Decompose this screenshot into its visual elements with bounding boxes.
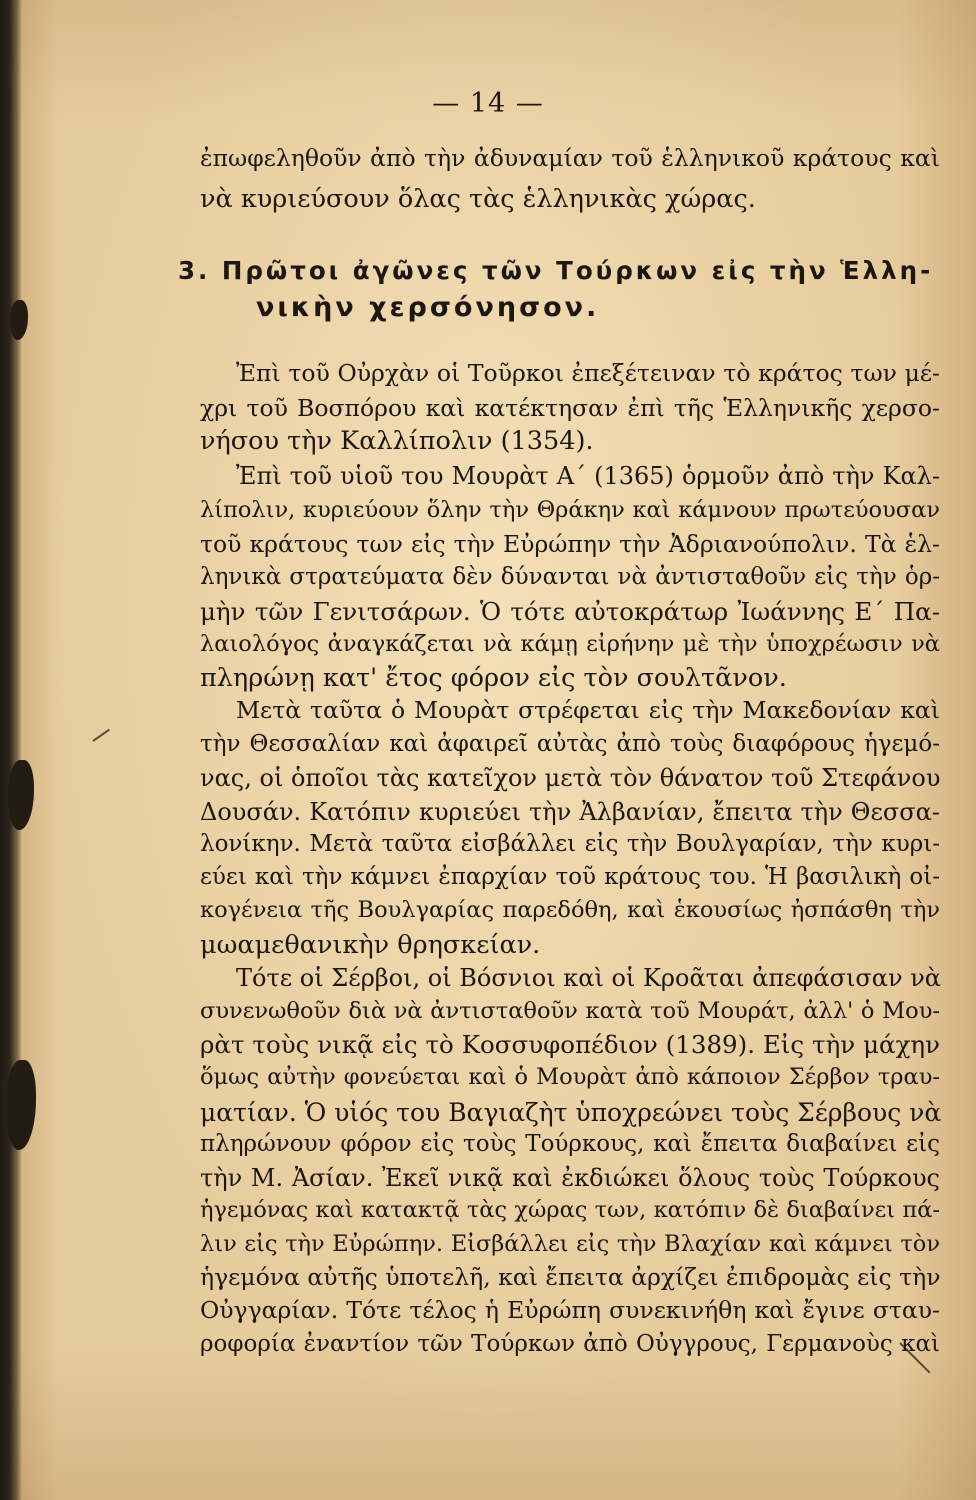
torn-edge-notch [6,1060,36,1150]
text-line: ὅμως αὐτὴν φονεύεται καὶ ὁ Μουρὰτ ἀπὸ κάποιον Σέρβον τραυ- [200,1064,940,1090]
torn-edge-notch [8,760,34,830]
text-line: εύει καὶ τὴν κάμνει ἐπαρχίαν τοῦ κράτους του. Ἡ βασιλικὴ οἰ- [200,864,940,890]
text-line: συνενωθοῦν διὰ νὰ ἀντισταθοῦν κατὰ τοῦ Μουράτ, ἀλλ' ὁ Μου- [200,998,940,1024]
text-line: Δουσάν. Κατόπιν κυριεύει τὴν Ἀλβανίαν, ἔπειτα τὴν Θεσσα- [200,798,940,826]
text-line: Ἐπὶ τοῦ Οὐρχὰν οἱ Τοῦρκοι ἐπεξέτειναν τὸ κράτος των μέ- [236,359,940,387]
text-line: ρὰτ τοὺς νικᾷ εἰς τὸ Κοσσυφοπέδιον (1389). Εἰς τὴν μάχην [200,1030,940,1059]
text-line: κογένεια τῆς Βουλγαρίας παρεδόθη, καὶ ἑκουσίως ἠσπάσθη τὴν [200,897,940,923]
torn-edge-notch [10,300,28,340]
text-line: νὰ κυριεύσουν ὅλας τὰς ἑλληνικὰς χώρας. [200,184,756,214]
text-line: Τότε οἱ Σέρβοι, οἱ Βόσνιοι καὶ οἱ Κροᾶται ἀπεφάσισαν νὰ [236,964,942,992]
torn-left-edge [0,0,22,1500]
text-line: λονίκην. Μετὰ ταῦτα εἰσβάλλει εἰς τὴν Βουλγαρίαν, τὴν κυρι- [200,831,940,857]
text-line: ληνικὰ στρατεύματα δὲν δύνανται νὰ ἀντισταθοῦν εἰς τὴν ὁρ- [200,564,940,590]
page-number: — 14 — [432,88,544,119]
text-line: Μετὰ ταῦτα ὁ Μουρὰτ στρέφεται εἰς τὴν Μακεδονίαν καὶ [236,696,940,724]
text-line: τὴν Θεσσαλίαν καὶ ἀφαιρεῖ αὐτὰς ἀπὸ τοὺς διαφόρους ἡγεμό- [200,731,940,757]
text-line: λαιολόγος ἀναγκάζεται νὰ κάμῃ εἰρήνην μὲ τὴν ὑποχρέωσιν νὰ [200,631,940,657]
section-heading: 3. Πρῶτοι ἀγῶνες τῶν Τούρκων εἰς τὴν Ἑλλη- [178,256,934,285]
text-line: χρι τοῦ Βοσπόρου καὶ κατέκτησαν ἐπὶ τῆς Ἑλληνικῆς χερσο- [200,394,940,422]
text-line: λιν εἰς τὴν Εὐρώπην. Εἰσβάλλει εἰς τὴν Βλαχίαν καὶ κάμνει τὸν [200,1231,940,1257]
text-line: μωαμεθανικὴν θρησκείαν. [200,930,541,960]
pencil-mark [92,729,110,742]
text-line: μὴν τῶν Γενιτσάρων. Ὁ τότε αὐτοκράτωρ Ἰωάννης Ε΄ Πα- [200,597,940,626]
text-line: λίπολιν, κυριεύουν ὅλην τὴν Θράκην καὶ κάμνουν πρωτεύουσαν [200,497,940,523]
text-line: ροφορία ἐναντίον τῶν Τούρκων ἀπὸ Οὐγγρους, Γερμανοὺς καὶ [200,1331,940,1357]
text-line: νήσου τὴν Καλλίπολιν (1354). [200,426,594,456]
text-line: Οὐγγαρίαν. Τότε τέλος ἡ Εὐρώπη συνεκινήθη καὶ ἔγινε σταυ- [200,1296,940,1324]
text-line: Ἐπὶ τοῦ υἱοῦ του Μουρὰτ Α΄ (1365) ὁρμοῦν ἀπὸ τὴν Καλ- [236,462,940,490]
text-line: πληρώνῃ κατ' ἔτος φόρον εἰς τὸν σουλτᾶνον. [200,663,787,693]
text-line: νας, οἱ ὁποῖοι τὰς κατεῖχον μετὰ τὸν θάνατον τοῦ Στεφάνου [200,764,941,792]
text-line: τὴν Μ. Ἀσίαν. Ἐκεῖ νικᾷ καὶ ἐκδιώκει ὅλους τοὺς Τούρκους [200,1164,940,1192]
section-heading: νικὴν χερσόνησον. [256,292,600,323]
text-line: ἐπωφεληθοῦν ἀπὸ τὴν ἀδυναμίαν τοῦ ἑλληνικοῦ κράτους καὶ [200,144,940,172]
text-line: ἡγεμόνα αὐτῆς ὑποτελῆ, καὶ ἔπειτα ἀρχίζει ἐπιδρομὰς εἰς τὴν [200,1263,941,1291]
text-line: πληρώνουν φόρον εἰς τοὺς Τούρκους, καὶ ἔπειτα διαβαίνει εἰς [200,1131,940,1157]
text-line: ἡγεμόνας καὶ κατακτᾷ τὰς χώρας των, κατόπιν δὲ διαβαίνει πά- [200,1197,940,1223]
text-line: τοῦ κράτους των εἰς τὴν Εὐρώπην τὴν Ἀδριανούπολιν. Τὰ ἑλ- [200,530,940,558]
text-line: ματίαν. Ὁ υἱός του Βαγιαζὴτ ὑποχρεώνει τοὺς Σέρβους νὰ [200,1098,942,1127]
